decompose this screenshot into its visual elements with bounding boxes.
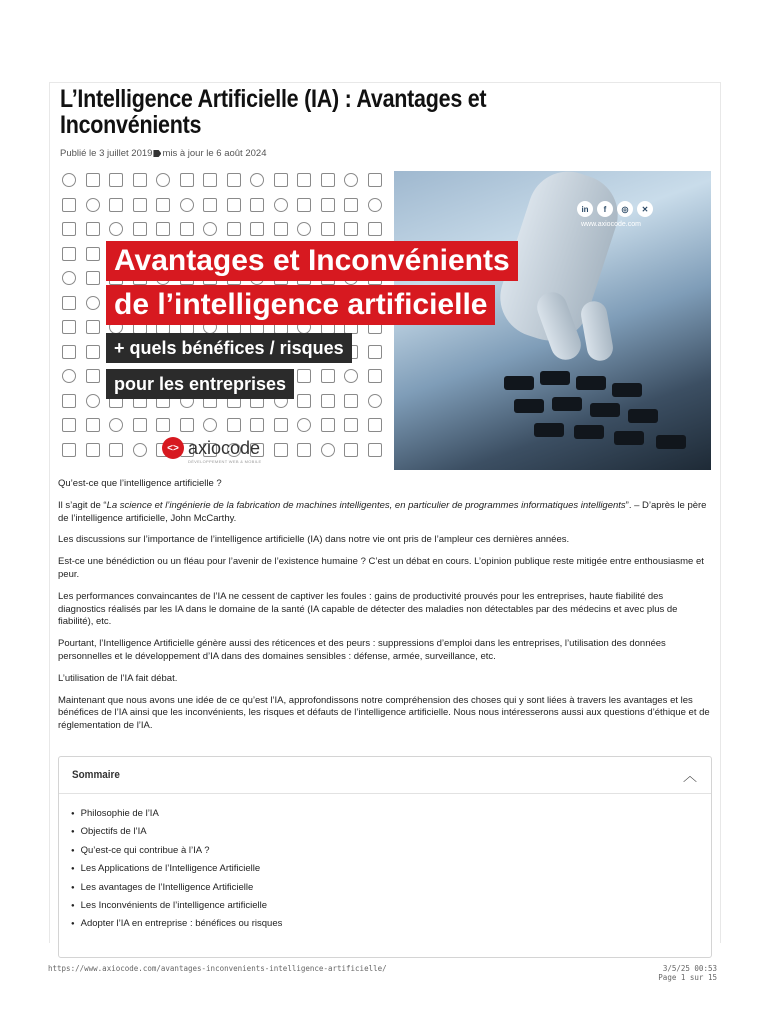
keyboard-key [628,409,658,423]
decorative-icon [109,173,123,187]
decorative-icon [86,173,100,187]
decorative-icon [62,443,76,457]
decorative-icon [62,369,76,383]
decorative-icon [274,443,288,457]
decorative-icon [203,173,217,187]
decorative-icon [368,198,382,212]
decorative-icon [109,222,123,236]
hero-line-4: pour les entreprises [106,369,294,399]
paragraph: Qu’est-ce que l’intelligence artificielle ? [58,478,222,489]
social-icons [577,201,653,217]
toc-header[interactable] [59,757,711,794]
hero-line-3: + quels bénéfices / risques [106,333,352,363]
decorative-icon [227,222,241,236]
decorative-icon [156,198,170,212]
decorative-icon [297,418,311,432]
toc-item[interactable]: ● Objectifs de l’IA [71,823,282,841]
axiocode-logo [162,437,260,459]
paragraph: Les discussions sur l’importance de l’intelligence artificielle (IA) dans notre vie ont pris de l’ampleur ces dernières années. [58,534,570,546]
brand-name: axiocode [188,438,261,458]
decorative-icon [344,222,358,236]
quote-prefix: Il s’agit de “ [58,499,107,511]
keyboard-key [614,431,644,445]
decorative-icon [86,418,100,432]
decorative-icon [321,369,335,383]
keyboard-key [574,425,604,439]
decorative-icon [133,418,147,432]
decorative-icon [180,173,194,187]
article-meta [60,148,266,159]
decorative-icon [62,198,76,212]
decorative-icon [62,345,76,359]
decorative-icon [133,443,147,457]
decorative-icon [86,369,100,383]
keyboard-key [612,383,642,397]
decorative-icon [156,418,170,432]
chevron-up-icon[interactable]: ︿ [683,768,697,784]
decorative-icon [227,198,241,212]
decorative-icon [344,418,358,432]
quote-suffix: ”. – D’après le père de l’intelligence artificielle, John McCarthy. [58,499,707,524]
decorative-icon [133,198,147,212]
decorative-icon [86,247,100,261]
paragraph: Pourtant, l’Intelligence Artificielle génère aussi des réticences et des peurs : suppressions d’emploi dans les entreprises, l’utilisation des données personnelles et le développement d’IA dans des domaines sensibles : défense, armée, surveillance, etc. [58,638,666,662]
decorative-icon [368,418,382,432]
decorative-icon [86,296,100,310]
decorative-icon [344,198,358,212]
keyboard-key [534,423,564,437]
decorative-icon [297,443,311,457]
decorative-icon [180,222,194,236]
decorative-icon [344,394,358,408]
decorative-icon [297,173,311,187]
site-url: www.axiocode.com [581,221,641,228]
tag-icon [153,150,161,157]
decorative-icon [344,369,358,383]
linkedin-icon: in [577,201,593,217]
keyboard-key [504,376,534,390]
decorative-icon [250,418,264,432]
paragraph: L’utilisation de l’IA fait débat. [58,672,178,684]
decorative-icon [133,173,147,187]
decorative-icon [62,296,76,310]
article-title: L’Intelligence Artificielle (IA) : Avantages et Inconvénients [60,85,487,139]
decorative-icon [203,418,217,432]
decorative-icon [86,443,100,457]
decorative-icon [274,222,288,236]
decorative-icon [133,222,147,236]
decorative-icon [86,271,100,285]
keyboard-key [656,435,686,449]
article-body [58,478,712,742]
decorative-icon [62,418,76,432]
decorative-icon [368,173,382,187]
footer-url: https://www.axiocode.com/avantages-inconvenients-intelligence-artificielle/ [48,964,387,973]
decorative-icon [86,198,100,212]
decorative-icon [321,222,335,236]
decorative-icon [86,394,100,408]
toc-item[interactable]: ● Qu’est-ce qui contribue à l’IA ? [71,842,282,860]
decorative-icon [344,173,358,187]
decorative-icon [156,222,170,236]
hero-image [58,171,711,470]
decorative-icon [297,369,311,383]
decorative-icon [274,198,288,212]
decorative-icon [86,222,100,236]
paragraph [58,500,712,526]
toc-item[interactable]: ● Philosophie de l’IA [71,805,282,823]
instagram-icon: ◎ [617,201,633,217]
decorative-icon [227,173,241,187]
decorative-icon [180,418,194,432]
decorative-icon [321,173,335,187]
decorative-icon [250,173,264,187]
toc-item[interactable]: ● Les Inconvénients de l’intelligence artificielle [71,897,282,915]
hero-line-1: Avantages et Inconvénients [106,241,518,281]
decorative-icon [86,345,100,359]
decorative-icon [203,222,217,236]
toc-title: Sommaire [72,769,120,781]
keyboard-key [552,397,582,411]
decorative-icon [368,345,382,359]
decorative-icon [368,222,382,236]
decorative-icon [156,173,170,187]
brand-tagline: DÉVELOPPEMENT WEB & MOBILE [188,459,262,464]
print-datetime: 3/5/25 00:53 [662,964,717,973]
robot-finger [579,299,615,363]
decorative-icon [180,198,194,212]
decorative-icon [62,247,76,261]
decorative-icon [109,198,123,212]
decorative-icon [203,198,217,212]
toc-list [71,805,282,934]
decorative-icon [62,271,76,285]
keyboard-key [540,371,570,385]
keyboard-key [514,399,544,413]
decorative-icon [227,418,241,432]
decorative-icon [321,394,335,408]
decorative-icon [297,198,311,212]
toc-item[interactable]: ● Les avantages de l’Intelligence Artificielle [71,879,282,897]
decorative-icon [109,443,123,457]
keyboard-key [576,376,606,390]
decorative-icon [62,394,76,408]
decorative-icon [62,173,76,187]
decorative-icon [368,443,382,457]
decorative-icon [368,369,382,383]
toc-item[interactable]: ● Adopter l’IA en entreprise : bénéfices ou risques [71,915,282,933]
decorative-icon [321,418,335,432]
decorative-icon [274,418,288,432]
quote-text: La science et l’ingénierie de la fabrication de machines intelligentes, en particulier de programmes informatiques intelligents [106,499,626,511]
paragraph: Les performances convaincantes de l’IA ne cessent de captiver les foules : gains de productivité prouvés pour les entreprises, haute fiabilité des diagnostics réalisés par les IA dans le domaine de la santé (IA capable de détecter des maladies non détectables par des médecins et avec plus de fiabilité), etc. [58,590,678,628]
paragraph: Maintenant que nous avons une idée de ce qu’est l’IA, approfondissons notre compréhension des choses qui y sont liées à travers les avantages et les bénéfices de l’IA ainsi que les inconvénients, les risques et défauts de l’intelligence artificielle. Nous nous intéresserons aussi aux questions d’éthique et de réglementation de l’IA. [58,694,710,732]
published-date: Publié le 3 juillet 2019 [60,148,153,159]
decorative-icon [297,222,311,236]
decorative-icon [86,320,100,334]
x-icon: ✕ [637,201,653,217]
code-brackets-icon: <> [162,437,184,459]
decorative-icon [250,222,264,236]
facebook-icon: f [597,201,613,217]
decorative-icon [321,198,335,212]
footer-info [658,964,717,982]
decorative-icon [109,418,123,432]
decorative-icon [62,222,76,236]
page-number: Page 1 sur 15 [658,973,717,982]
decorative-icon [297,394,311,408]
decorative-icon [368,394,382,408]
hero-line-2: de l’intelligence artificielle [106,285,495,325]
toc-item[interactable]: ● Les Applications de l’Intelligence Artificielle [71,860,282,878]
table-of-contents [58,756,712,958]
decorative-icon [344,443,358,457]
keyboard-key [590,403,620,417]
paragraph: Est-ce une bénédiction ou un fléau pour l’avenir de l’existence humaine ? C’est un débat en cours. L’opinion publique reste mitigée entre enthousiasme et peur. [58,556,704,580]
decorative-icon [62,320,76,334]
decorative-icon [250,198,264,212]
updated-date: mis à jour le 6 août 2024 [162,148,267,159]
decorative-icon [274,173,288,187]
decorative-icon [321,443,335,457]
